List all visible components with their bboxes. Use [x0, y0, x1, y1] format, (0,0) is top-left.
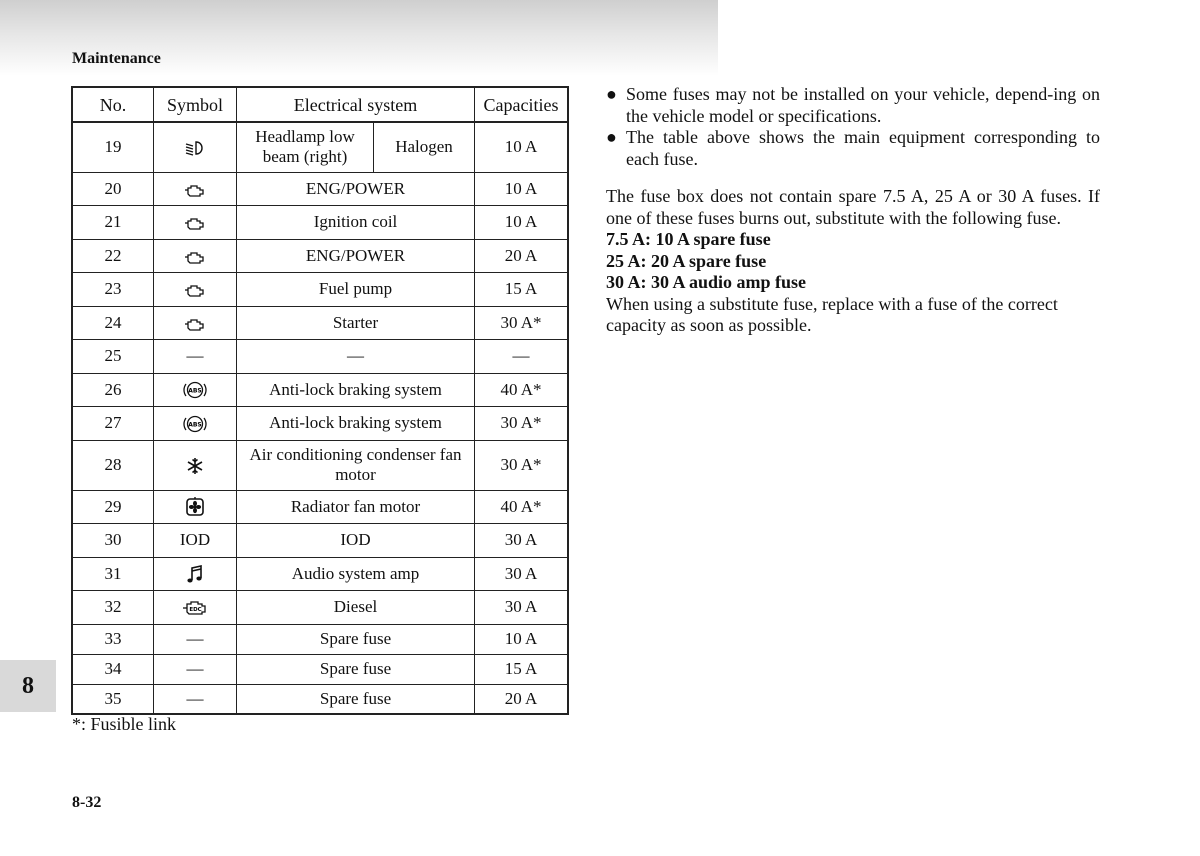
header-capacities: Capacities	[475, 87, 569, 122]
cell-electrical-system: Fuel pump	[237, 273, 475, 307]
cell-symbol	[154, 524, 237, 558]
note-bullet-text: Some fuses may not be installed on your vehicle, depend-ing on the vehicle model or specifications.	[626, 84, 1100, 126]
engine-icon	[184, 282, 206, 298]
engine-icon	[184, 182, 206, 198]
table-row	[72, 624, 568, 654]
cell-capacity: 30 A	[475, 524, 569, 558]
note-bullet	[606, 127, 1100, 170]
table-row	[72, 407, 568, 441]
cell-symbol	[154, 490, 237, 524]
cell-symbol	[154, 206, 237, 240]
cell-capacity: 30 A	[475, 591, 569, 625]
cell-electrical-system: Ignition coil	[237, 206, 475, 240]
cell-symbol	[154, 440, 237, 490]
cell-electrical-system: Air conditioning condenser fan motor	[237, 440, 475, 490]
symbol-text: —	[186, 659, 204, 678]
cell-capacity: 10 A	[475, 172, 569, 206]
note-bullet	[606, 84, 1100, 127]
symbol-text: —	[186, 629, 204, 648]
cell-no: 33	[72, 624, 154, 654]
header-electrical-system: Electrical system	[237, 87, 475, 122]
table-row	[72, 273, 568, 307]
footnote: *: Fusible link	[72, 714, 177, 734]
substitution-line: 25 A: 20 A spare fuse	[606, 250, 767, 271]
engine-icon	[184, 215, 206, 231]
cell-symbol	[154, 122, 237, 172]
cell-no: 28	[72, 440, 154, 490]
cell-symbol	[154, 654, 237, 684]
cell-electrical-system: Spare fuse	[237, 684, 475, 714]
table-header-row	[72, 87, 568, 122]
cell-no: 20	[72, 172, 154, 206]
cell-electrical-system: Headlamp low beam (right)	[237, 122, 374, 172]
cell-electrical-system: Spare fuse	[237, 624, 475, 654]
cell-capacity: 10 A	[475, 206, 569, 240]
table-row	[72, 440, 568, 490]
header-symbol: Symbol	[154, 87, 237, 122]
cell-capacity: 30 A*	[475, 407, 569, 441]
snowflake-icon	[186, 457, 204, 475]
spare-fuse-paragraph: The fuse box does not contain spare 7.5 A, 25 A or 30 A fuses. If one of these fuses burns out, substitute with the following fuse.	[606, 186, 1100, 228]
cell-symbol	[154, 557, 237, 591]
cell-no: 30	[72, 524, 154, 558]
cell-capacity: 30 A*	[475, 306, 569, 340]
abs-icon	[183, 414, 207, 434]
symbol-text: —	[186, 688, 204, 708]
table-row	[72, 591, 568, 625]
cell-symbol	[154, 306, 237, 340]
cell-symbol	[154, 273, 237, 307]
cell-capacity: 10 A	[475, 122, 569, 172]
cell-symbol	[154, 624, 237, 654]
edc-icon	[182, 599, 208, 617]
radiator-fan-icon	[184, 496, 206, 518]
cell-no: 24	[72, 306, 154, 340]
cell-capacity: 30 A	[475, 557, 569, 591]
cell-no: 35	[72, 684, 154, 714]
table-row	[72, 206, 568, 240]
cell-no: 21	[72, 206, 154, 240]
cell-no: 31	[72, 557, 154, 591]
cell-symbol	[154, 373, 237, 407]
cell-capacity: 20 A	[475, 684, 569, 714]
cell-electrical-system: IOD	[237, 524, 475, 558]
cell-symbol	[154, 172, 237, 206]
table-row	[72, 490, 568, 524]
engine-icon	[184, 316, 206, 332]
abs-icon	[183, 380, 207, 400]
substitution-line: 7.5 A: 10 A spare fuse	[606, 229, 771, 249]
note-bullet-text: The table above shows the main equipment corresponding to each fuse.	[626, 127, 1100, 169]
cell-no: 25	[72, 340, 154, 374]
table-row	[72, 239, 568, 273]
bullet-dot-icon: ●	[606, 84, 617, 104]
cell-capacity: 15 A	[475, 273, 569, 307]
cell-capacity: 10 A	[475, 624, 569, 654]
cell-electrical-system: Audio system amp	[237, 557, 475, 591]
chapter-tab: 8	[0, 660, 56, 712]
cell-no: 22	[72, 239, 154, 273]
fuse-table-body	[72, 122, 568, 714]
cell-capacity: 40 A*	[475, 373, 569, 407]
cell-symbol	[154, 591, 237, 625]
symbol-text: —	[186, 346, 204, 366]
section-title: Maintenance	[72, 50, 161, 67]
cell-capacity: 20 A	[475, 239, 569, 273]
fuse-table	[71, 86, 569, 715]
cell-electrical-system: Radiator fan motor	[237, 490, 475, 524]
closing-paragraph: When using a substitute fuse, replace with a fuse of the correct capacity as soon as possible.	[606, 293, 1058, 335]
music-note-icon	[186, 564, 204, 584]
cell-no: 23	[72, 273, 154, 307]
table-row	[72, 684, 568, 714]
table-row	[72, 557, 568, 591]
table-row	[72, 306, 568, 340]
cell-electrical-system: Diesel	[237, 591, 475, 625]
cell-no: 29	[72, 490, 154, 524]
table-row	[72, 340, 568, 374]
cell-symbol	[154, 407, 237, 441]
cell-capacity: 15 A	[475, 654, 569, 684]
page-number: 8-32	[72, 794, 102, 811]
cell-electrical-system: Anti-lock braking system	[237, 407, 475, 441]
table-row	[72, 172, 568, 206]
svg-text:ABS: ABS	[188, 387, 202, 395]
cell-no: 19	[72, 122, 154, 172]
svg-text:EDC: EDC	[189, 607, 202, 614]
cell-no: 27	[72, 407, 154, 441]
cell-symbol	[154, 239, 237, 273]
table-row	[72, 122, 568, 172]
notes-column	[606, 84, 1100, 337]
cell-capacity: —	[475, 340, 569, 374]
table-row	[72, 654, 568, 684]
cell-electrical-system: ENG/POWER	[237, 239, 475, 273]
cell-no: 34	[72, 654, 154, 684]
engine-icon	[184, 249, 206, 265]
cell-symbol	[154, 684, 237, 714]
headlamp-low-beam-icon	[184, 140, 206, 156]
cell-electrical-system: ENG/POWER	[237, 172, 475, 206]
bullet-dot-icon: ●	[606, 127, 617, 147]
cell-lamp-type: Halogen	[374, 122, 475, 172]
cell-capacity: 40 A*	[475, 490, 569, 524]
substitution-line: 30 A: 30 A audio amp fuse	[606, 272, 807, 292]
cell-no: 32	[72, 591, 154, 625]
cell-symbol	[154, 340, 237, 374]
symbol-text: IOD	[179, 530, 211, 550]
cell-electrical-system: —	[237, 340, 475, 374]
svg-text:ABS: ABS	[188, 421, 202, 429]
cell-electrical-system: Spare fuse	[237, 654, 475, 684]
cell-no: 26	[72, 373, 154, 407]
table-row	[72, 373, 568, 407]
table-row	[72, 524, 568, 558]
header-no: No.	[72, 87, 154, 122]
cell-electrical-system: Anti-lock braking system	[237, 373, 475, 407]
cell-capacity: 30 A*	[475, 440, 569, 490]
cell-electrical-system: Starter	[237, 306, 475, 340]
